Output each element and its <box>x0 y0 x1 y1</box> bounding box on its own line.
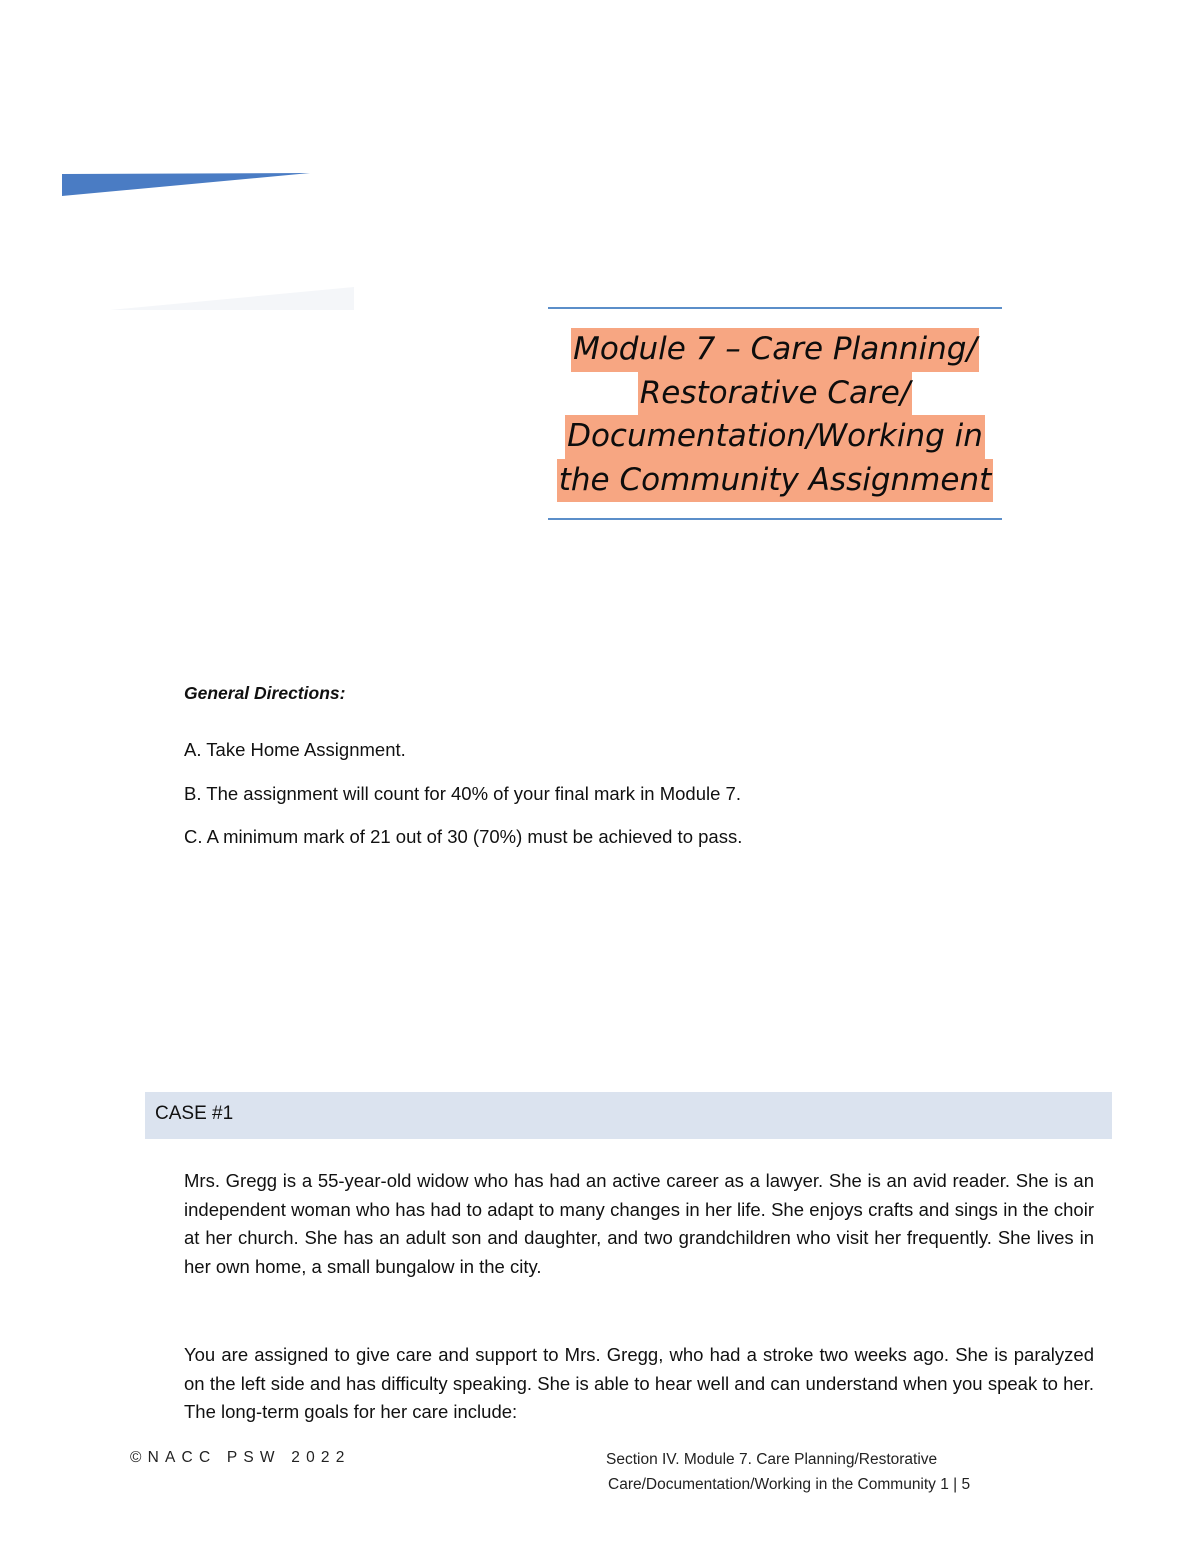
direction-item-b: B. The assignment will count for 40% of your final mark in Module 7. <box>184 783 741 804</box>
direction-item-a: A. Take Home Assignment. <box>184 739 406 760</box>
title-rule-top <box>548 307 1002 309</box>
footer-page-number: 1 | 5 <box>940 1476 971 1493</box>
title-rule-bottom <box>548 518 1002 520</box>
footer-section-line-2-text: Care/Documentation/Working in the Community <box>608 1476 936 1493</box>
title-line-4: the Community Assignment <box>557 459 994 503</box>
title-line-2: Restorative Care/ <box>638 372 913 416</box>
case-paragraph-1: Mrs. Gregg is a 55-year-old widow who has had an active career as a lawyer. She is an avid reader. She is an independent woman who has had to adapt to many changes in her life. She enjoys crafts and sings in the choir at her church. She has an adult son and daughter, and two grandchildren who visit her frequently. She lives in her own home, a small bungalow in the city. <box>184 1170 1094 1277</box>
title-line-1: Module 7 – Care Planning/ <box>571 328 979 372</box>
header-decorative-wedge <box>62 172 312 198</box>
title-line-3: Documentation/Working in <box>565 415 985 459</box>
directions-heading: General Directions: <box>184 683 346 703</box>
case-banner <box>145 1092 1112 1139</box>
case-label: CASE #1 <box>155 1103 234 1124</box>
direction-item-c: C. A minimum mark of 21 out of 30 (70%) must be achieved to pass. <box>184 826 743 847</box>
footer-section-line-2 <box>606 1472 1046 1497</box>
footer-section-info <box>606 1447 1046 1497</box>
case-paragraph-2: You are assigned to give care and support to Mrs. Gregg, who had a stroke two weeks ago. She is paralyzed on the left side and has difficulty speaking. She is able to hear well and can understand when you speak to her. The long-term goals for her care include: <box>184 1344 1094 1423</box>
page-title <box>548 328 1002 502</box>
footer-copyright: ©NACC PSW 2022 <box>130 1449 351 1466</box>
footer-section-line-1: Section IV. Module 7. Care Planning/Restorative <box>606 1451 938 1468</box>
header-faint-line <box>110 286 355 312</box>
